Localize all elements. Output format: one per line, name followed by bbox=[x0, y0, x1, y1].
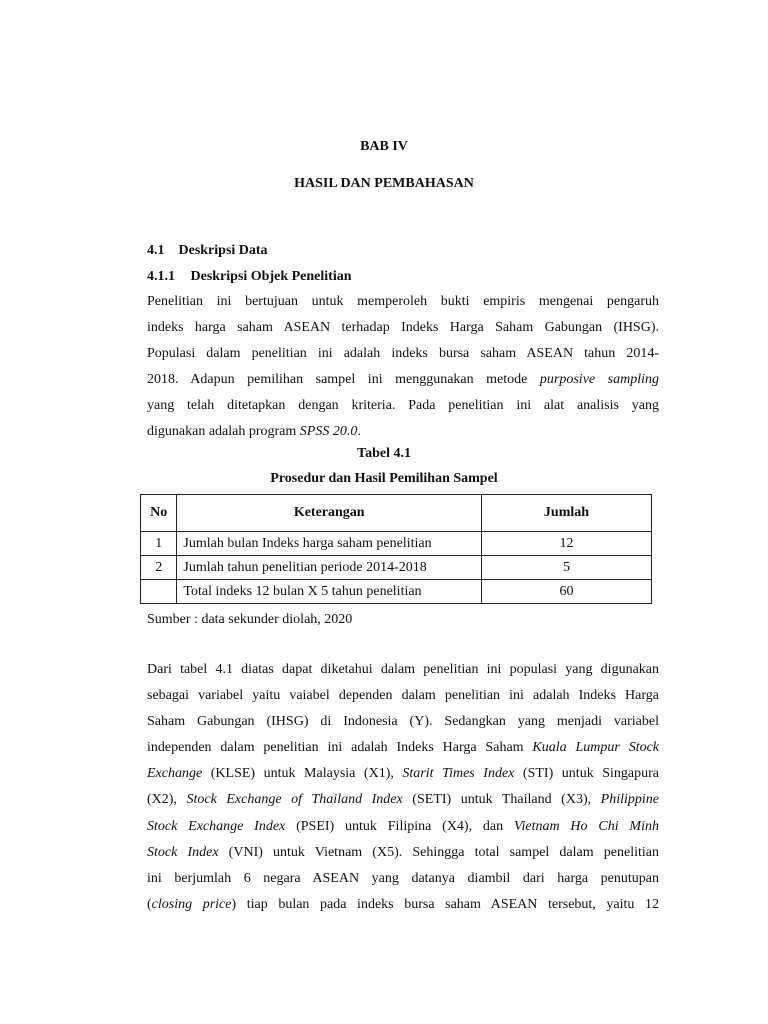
cell-keterangan: Jumlah tahun penelitian periode 2014-2018 bbox=[177, 556, 482, 580]
italic-term: purposive sampling bbox=[539, 372, 659, 388]
table-title: Prosedur dan Hasil Pemilihan Sampel bbox=[270, 471, 498, 486]
paragraph-discussion bbox=[147, 657, 659, 918]
italic-term: Starit Times Index bbox=[402, 766, 515, 782]
cell-jumlah: 60 bbox=[481, 580, 651, 604]
text-line: Penelitian ini bertujuan untuk memperoleh bukti empiris mengenai pengaruh bbox=[147, 294, 659, 309]
text-line: 2018. Adapun pemilihan sampel ini menggunakan metode purposive sampling bbox=[147, 372, 659, 388]
text-line: Dari tabel 4.1 diatas dapat diketahui dalam penelitian ini populasi yang digunakan bbox=[147, 662, 659, 677]
cell-jumlah: 12 bbox=[481, 532, 651, 556]
cell-keterangan: Jumlah bulan Indeks harga saham penelitian bbox=[177, 532, 482, 556]
italic-term: Philippine bbox=[600, 792, 659, 808]
italic-term: Vietnam Ho Chi Minh bbox=[513, 818, 659, 834]
sample-table bbox=[140, 494, 652, 604]
text-line: Stock Index (VNI) untuk Vietnam (X5). Sehingga total sampel dalam penelitian bbox=[147, 844, 659, 860]
text-line: yang telah ditetapkan dengan kriteria. Pada penelitian ini alat analisis yang bbox=[147, 398, 659, 414]
italic-term: Exchange bbox=[147, 766, 203, 782]
subsection-number: 4.1.1 bbox=[147, 269, 175, 284]
header-jumlah: Jumlah bbox=[481, 495, 651, 532]
table-label: Tabel 4.1 bbox=[357, 446, 411, 461]
text-line: digunakan adalah program SPSS 20.0. bbox=[147, 424, 361, 440]
text-line: Exchange (KLSE) untuk Malaysia (X1), Starit Times Index (STI) untuk Singapura bbox=[147, 766, 660, 782]
italic-term: Stock Exchange of Thailand Index bbox=[186, 792, 403, 808]
cell-jumlah: 5 bbox=[481, 556, 651, 580]
cell-no: 2 bbox=[141, 556, 177, 580]
header-no: No bbox=[141, 495, 177, 532]
text-line: indeks harga saham ASEAN terhadap Indeks Harga Saham Gabungan (IHSG). bbox=[147, 320, 659, 336]
italic-term: closing price bbox=[151, 896, 232, 912]
text-line: sebagai variabel yaitu vaiabel dependen dalam penelitian ini adalah Indeks Harga bbox=[147, 688, 659, 704]
italic-term: Kuala Lumpur Stock bbox=[532, 740, 660, 756]
header-keterangan: Keterangan bbox=[177, 495, 482, 532]
cell-no: 1 bbox=[141, 532, 177, 556]
table-row bbox=[141, 580, 652, 604]
text-line: Populasi dalam penelitian ini adalah indeks bursa saham ASEAN tahun 2014- bbox=[147, 346, 659, 362]
table-row bbox=[141, 556, 652, 580]
cell-no bbox=[141, 580, 177, 604]
text-line: Stock Exchange Index (PSEI) untuk Filipina (X4), dan Vietnam Ho Chi Minh bbox=[147, 818, 659, 834]
subsection-heading bbox=[147, 268, 352, 286]
text-line: Saham Gabungan (IHSG) di Indonesia (Y). Sedangkan yang menjadi variabel bbox=[147, 714, 659, 730]
italic-term: SPSS 20.0 bbox=[299, 424, 358, 440]
text-line: ini berjumlah 6 negara ASEAN yang datanya diambil dari harga penutupan bbox=[147, 870, 659, 886]
cell-keterangan: Total indeks 12 bulan X 5 tahun penelitian bbox=[177, 580, 482, 604]
paragraph-intro bbox=[147, 289, 659, 446]
chapter-number: BAB IV bbox=[360, 139, 408, 154]
section-title: Deskripsi Data bbox=[178, 243, 268, 258]
section-heading bbox=[147, 242, 268, 260]
text-line: independen dalam penelitian ini adalah Indeks Harga Saham Kuala Lumpur Stock bbox=[147, 740, 660, 756]
table-header-row bbox=[141, 495, 652, 532]
text-line: (X2), Stock Exchange of Thailand Index (SETI) untuk Thailand (X3), Philippine bbox=[147, 792, 659, 808]
subsection-title: Deskripsi Objek Penelitian bbox=[190, 269, 352, 284]
table-source: Sumber : data sekunder diolah, 2020 bbox=[147, 612, 353, 627]
table-row bbox=[141, 532, 652, 556]
section-number: 4.1 bbox=[147, 243, 165, 258]
chapter-title: HASIL DAN PEMBAHASAN bbox=[294, 176, 474, 191]
text-line: (closing price) tiap bulan pada indeks bursa saham ASEAN tersebut, yaitu 12 bbox=[147, 896, 659, 912]
italic-term: Stock Exchange Index bbox=[147, 818, 286, 834]
italic-term: Stock Index bbox=[147, 844, 219, 860]
